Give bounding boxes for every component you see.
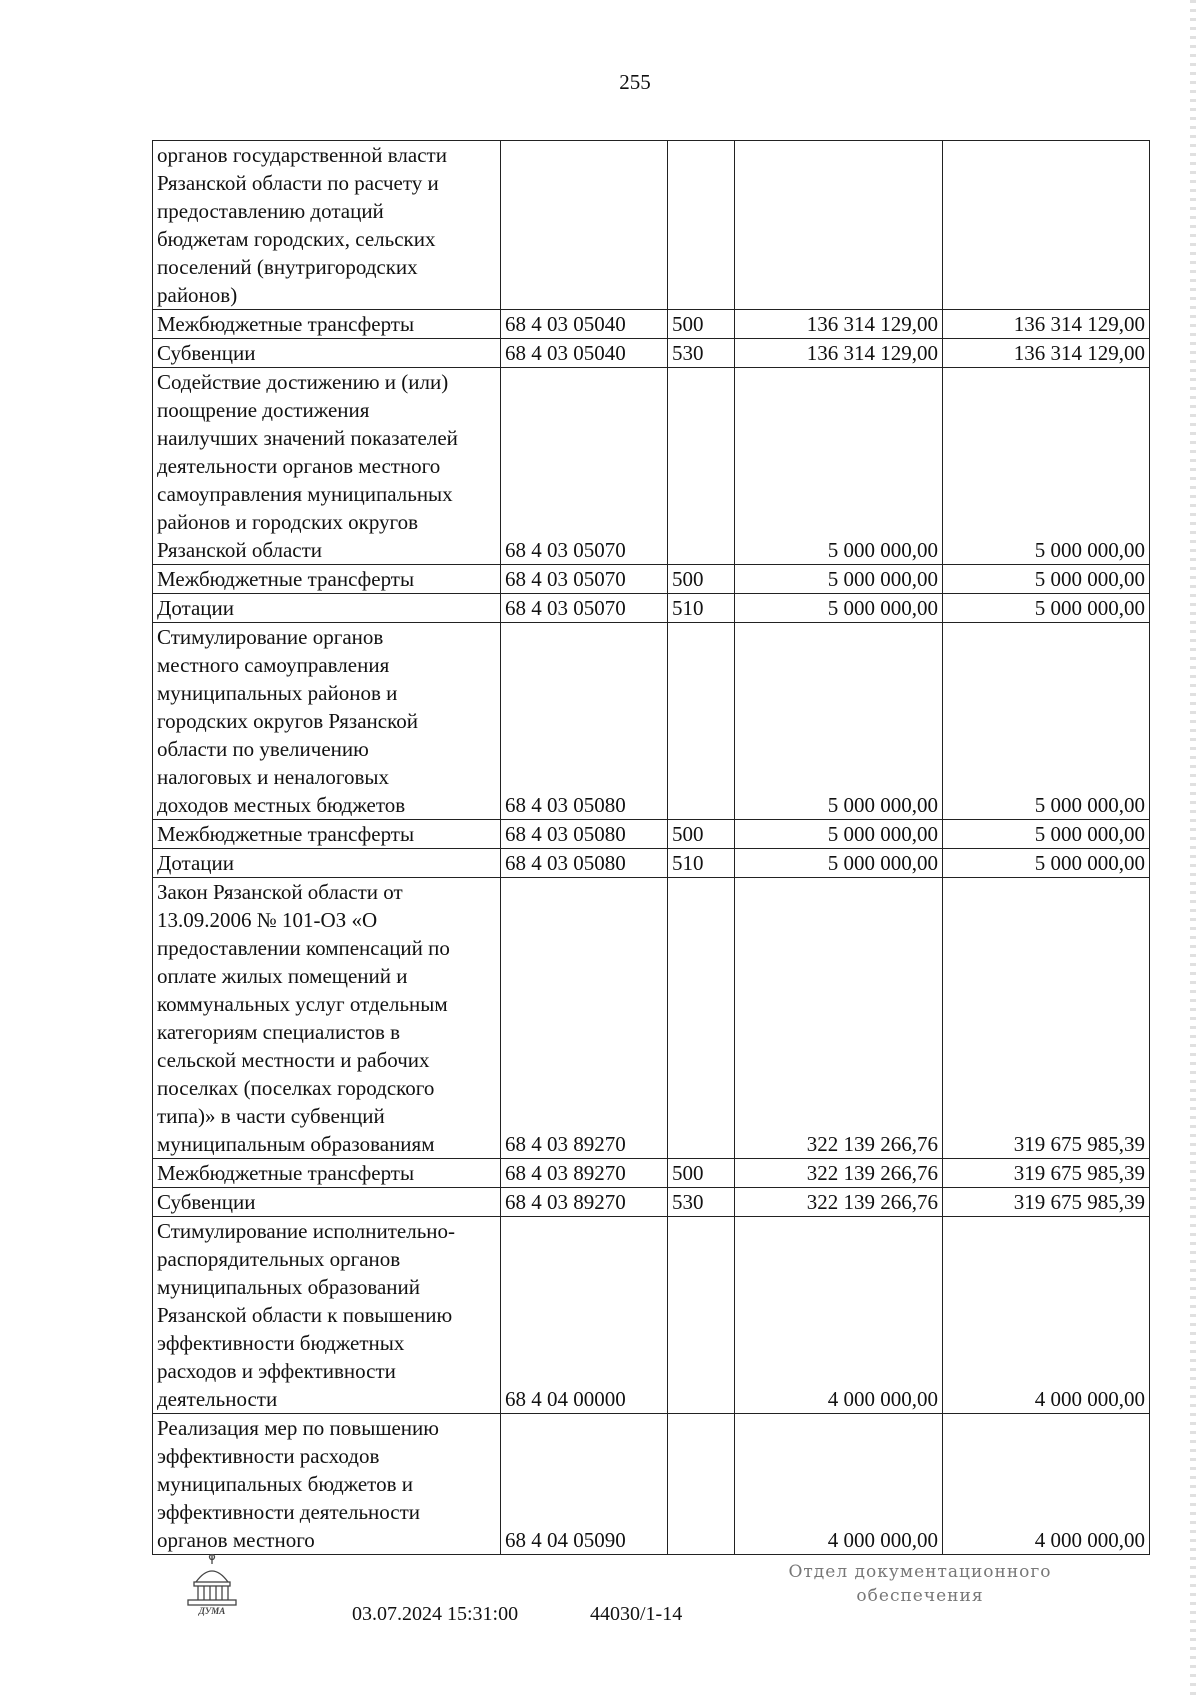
- row-code-cell: 68 4 03 05080: [501, 820, 668, 849]
- row-name-cell: [153, 339, 501, 368]
- table-row: [153, 1159, 1150, 1188]
- row-name-line: Дотации: [157, 851, 235, 875]
- row-name-line: сельской местности и рабочих: [157, 1048, 430, 1072]
- table-row: [153, 141, 1150, 310]
- row-name-line: коммунальных услуг отдельным: [157, 992, 448, 1016]
- row-name-line: наилучших значений показателей: [157, 426, 458, 450]
- row-name-cell: [153, 141, 501, 310]
- row-amount-2025-cell: 5 000 000,00: [943, 849, 1150, 878]
- row-name-cell: [153, 594, 501, 623]
- scan-edge-artifact: [1190, 0, 1196, 1695]
- row-name-line: доходов местных бюджетов: [157, 793, 406, 817]
- row-name-line: поселений (внутригородских: [157, 255, 418, 279]
- footer-datetime: 03.07.2024 15:31:00: [352, 1603, 519, 1625]
- table-row: [153, 820, 1150, 849]
- row-name-line: городских округов Рязанской: [157, 709, 418, 733]
- row-code-cell: [501, 141, 668, 310]
- row-name-cell: [153, 849, 501, 878]
- row-amount-2025-cell: 319 675 985,39: [943, 1159, 1150, 1188]
- row-amount-2025-cell: [943, 141, 1150, 310]
- row-type-cell: [668, 1414, 735, 1555]
- row-amount-2025-cell: 5 000 000,00: [943, 368, 1150, 565]
- row-name-line: Закон Рязанской области от: [157, 880, 403, 904]
- table-row: [153, 565, 1150, 594]
- row-amount-2024-cell: 136 314 129,00: [735, 310, 943, 339]
- row-name-line: Субвенции: [157, 341, 256, 365]
- row-name-line: расходов и эффективности: [157, 1359, 396, 1383]
- row-name-line: поощрение достижения: [157, 398, 370, 422]
- row-amount-2024-cell: 136 314 129,00: [735, 339, 943, 368]
- row-code-cell: 68 4 03 05040: [501, 339, 668, 368]
- row-amount-2025-cell: 136 314 129,00: [943, 339, 1150, 368]
- row-name-line: предоставлении компенсаций по: [157, 936, 450, 960]
- row-amount-2025-cell: 4 000 000,00: [943, 1217, 1150, 1414]
- stamp-line-1: Отдел документационного: [788, 1562, 1052, 1582]
- row-amount-2024-cell: 322 139 266,76: [735, 878, 943, 1159]
- table-row: [153, 1414, 1150, 1555]
- row-name-line: эффективности деятельности: [157, 1500, 421, 1524]
- row-code-cell: 68 4 03 05070: [501, 368, 668, 565]
- row-code-cell: 68 4 03 05080: [501, 849, 668, 878]
- row-name-line: налоговых и неналоговых: [157, 765, 389, 789]
- row-type-cell: 510: [668, 849, 735, 878]
- row-amount-2024-cell: 4 000 000,00: [735, 1217, 943, 1414]
- row-type-cell: [668, 141, 735, 310]
- row-code-cell: 68 4 03 89270: [501, 1188, 668, 1217]
- row-name-line: деятельности органов местного: [157, 454, 441, 478]
- row-name-line: Рязанской области по расчету и: [157, 171, 439, 195]
- row-code-cell: 68 4 03 05070: [501, 594, 668, 623]
- table-row: [153, 849, 1150, 878]
- table-row: [153, 368, 1150, 565]
- row-name-line: муниципальным образованиям: [157, 1132, 435, 1156]
- row-name-line: Субвенции: [157, 1190, 256, 1214]
- footer-doc-code: 44030/1-14: [590, 1603, 683, 1625]
- row-name-line: Межбюджетные трансферты: [157, 312, 415, 336]
- row-name-cell: [153, 1188, 501, 1217]
- row-name-line: самоуправления муниципальных: [157, 482, 453, 506]
- table-row: [153, 623, 1150, 820]
- row-amount-2024-cell: 5 000 000,00: [735, 849, 943, 878]
- row-amount-2024-cell: 4 000 000,00: [735, 1414, 943, 1555]
- row-amount-2024-cell: [735, 141, 943, 310]
- row-type-cell: 530: [668, 339, 735, 368]
- row-name-line: типа)» в части субвенций: [157, 1104, 385, 1128]
- row-name-cell: [153, 310, 501, 339]
- row-name-line: Рязанской области: [157, 538, 323, 562]
- row-name-line: муниципальных бюджетов и: [157, 1472, 413, 1496]
- row-type-cell: 500: [668, 310, 735, 339]
- row-name-line: распорядительных органов: [157, 1247, 401, 1271]
- row-name-cell: [153, 565, 501, 594]
- table-row: [153, 339, 1150, 368]
- row-type-cell: 500: [668, 820, 735, 849]
- row-name-cell: [153, 623, 501, 820]
- page-number: 255: [619, 70, 651, 94]
- row-code-cell: 68 4 03 89270: [501, 878, 668, 1159]
- row-amount-2025-cell: 136 314 129,00: [943, 310, 1150, 339]
- row-amount-2024-cell: 5 000 000,00: [735, 594, 943, 623]
- row-name-cell: [153, 368, 501, 565]
- row-amount-2025-cell: 4 000 000,00: [943, 1414, 1150, 1555]
- row-amount-2025-cell: 319 675 985,39: [943, 1188, 1150, 1217]
- row-amount-2024-cell: 5 000 000,00: [735, 368, 943, 565]
- row-name-line: бюджетам городских, сельских: [157, 227, 436, 251]
- row-name-cell: [153, 878, 501, 1159]
- row-amount-2025-cell: 319 675 985,39: [943, 878, 1150, 1159]
- row-name-cell: [153, 1414, 501, 1555]
- row-amount-2024-cell: 5 000 000,00: [735, 565, 943, 594]
- row-name-line: Дотации: [157, 596, 235, 620]
- row-name-line: эффективности расходов: [157, 1444, 380, 1468]
- row-amount-2025-cell: 5 000 000,00: [943, 623, 1150, 820]
- row-amount-2025-cell: 5 000 000,00: [943, 565, 1150, 594]
- row-amount-2024-cell: 322 139 266,76: [735, 1159, 943, 1188]
- row-amount-2025-cell: 5 000 000,00: [943, 594, 1150, 623]
- row-amount-2024-cell: 5 000 000,00: [735, 820, 943, 849]
- row-name-line: районов и городских округов: [157, 510, 419, 534]
- row-name-line: Реализация мер по повышению: [157, 1416, 439, 1440]
- row-name-line: оплате жилых помещений и: [157, 964, 408, 988]
- row-name-line: Межбюджетные трансферты: [157, 1161, 415, 1185]
- table-row: [153, 1217, 1150, 1414]
- row-type-cell: [668, 623, 735, 820]
- row-code-cell: 68 4 03 05040: [501, 310, 668, 339]
- row-name-line: органов государственной власти: [157, 143, 447, 167]
- row-name-line: деятельности: [157, 1387, 278, 1411]
- row-code-cell: 68 4 04 00000: [501, 1217, 668, 1414]
- table-row: [153, 594, 1150, 623]
- row-name-cell: [153, 1217, 501, 1414]
- row-name-line: Содействие достижению и (или): [157, 370, 449, 394]
- row-type-cell: 500: [668, 1159, 735, 1188]
- row-amount-2024-cell: 5 000 000,00: [735, 623, 943, 820]
- table-row: [153, 310, 1150, 339]
- row-code-cell: 68 4 03 05070: [501, 565, 668, 594]
- row-name-line: поселках (поселках городского: [157, 1076, 435, 1100]
- budget-table: [152, 140, 1150, 1555]
- row-name-line: категориям специалистов в: [157, 1020, 401, 1044]
- table-row: [153, 1188, 1150, 1217]
- row-code-cell: 68 4 04 05090: [501, 1414, 668, 1555]
- row-name-line: местного самоуправления: [157, 653, 390, 677]
- row-code-cell: 68 4 03 05080: [501, 623, 668, 820]
- row-type-cell: 500: [668, 565, 735, 594]
- row-name-line: области по увеличению: [157, 737, 369, 761]
- stamp-line-2: обеспечения: [856, 1586, 984, 1606]
- row-type-cell: [668, 878, 735, 1159]
- row-type-cell: 530: [668, 1188, 735, 1217]
- row-name-line: Межбюджетные трансферты: [157, 567, 415, 591]
- row-code-cell: 68 4 03 89270: [501, 1159, 668, 1188]
- row-name-line: Межбюджетные трансферты: [157, 822, 415, 846]
- row-amount-2025-cell: 5 000 000,00: [943, 820, 1150, 849]
- row-name-line: органов местного: [157, 1528, 315, 1552]
- row-name-line: Стимулирование органов: [157, 625, 384, 649]
- row-type-cell: [668, 368, 735, 565]
- row-type-cell: 510: [668, 594, 735, 623]
- row-name-line: Рязанской области к повышению: [157, 1303, 453, 1327]
- row-name-line: 13.09.2006 № 101-ОЗ «О: [157, 908, 378, 932]
- row-amount-2024-cell: 322 139 266,76: [735, 1188, 943, 1217]
- row-name-line: муниципальных районов и: [157, 681, 398, 705]
- duma-emblem-icon: [182, 1552, 242, 1618]
- emblem-text: ДУМА: [198, 1606, 226, 1616]
- row-name-cell: [153, 820, 501, 849]
- budget-table-body: [153, 141, 1150, 1555]
- row-name-line: муниципальных образований: [157, 1275, 420, 1299]
- row-name-line: предоставлению дотаций: [157, 199, 384, 223]
- row-name-line: районов): [157, 283, 238, 307]
- row-type-cell: [668, 1217, 735, 1414]
- row-name-line: эффективности бюджетных: [157, 1331, 405, 1355]
- row-name-cell: [153, 1159, 501, 1188]
- department-stamp: [770, 1560, 1070, 1608]
- table-row: [153, 878, 1150, 1159]
- row-name-line: Стимулирование исполнительно-: [157, 1219, 455, 1243]
